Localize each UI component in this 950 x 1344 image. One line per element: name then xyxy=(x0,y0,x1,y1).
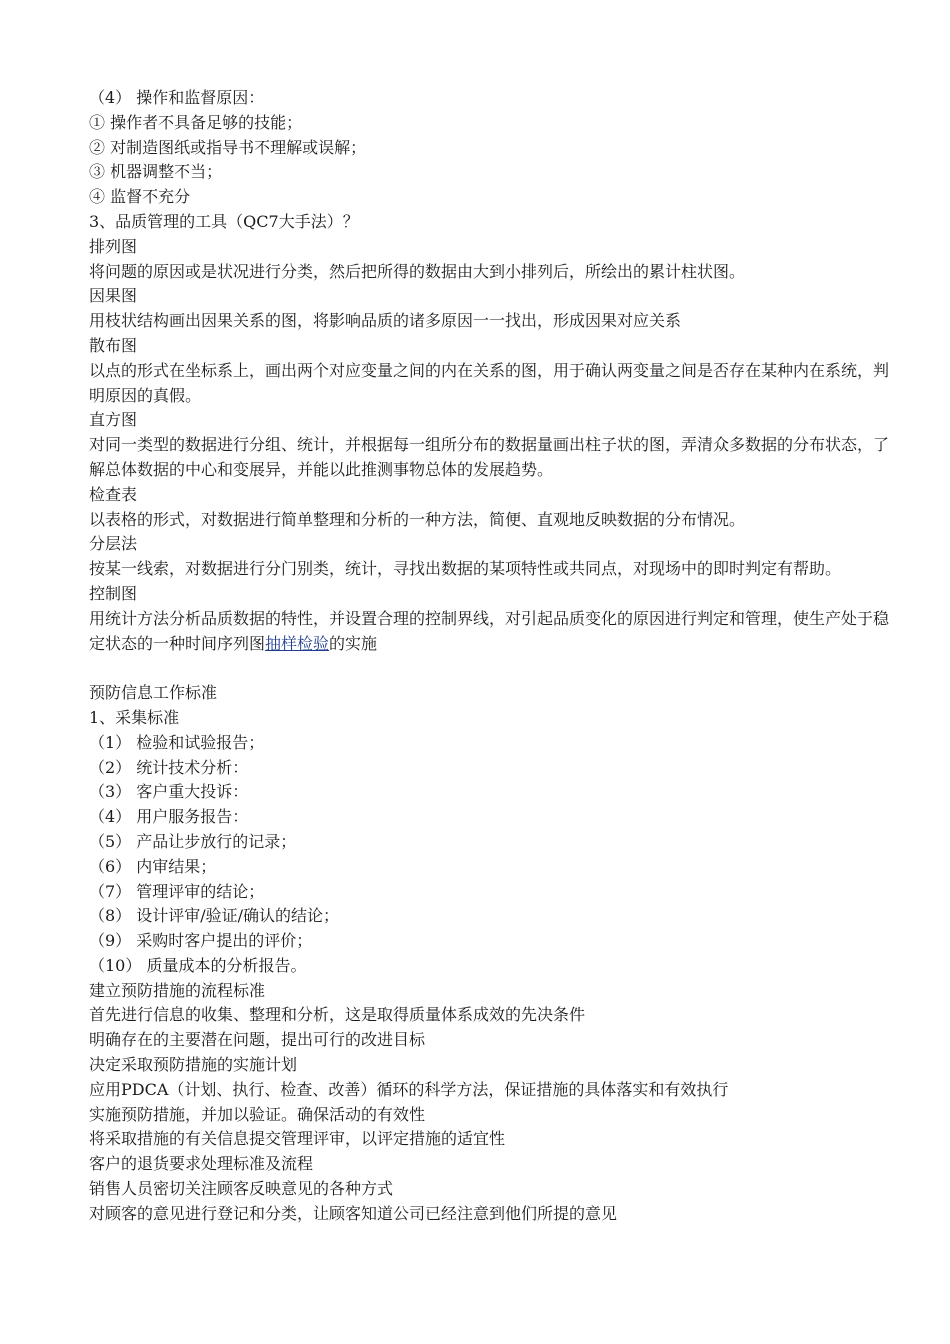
tool-desc-control-chart xyxy=(89,607,889,657)
collection-item: （9） 采购时客户提出的评价； xyxy=(89,931,313,951)
collection-item: （2） 统计技术分析： xyxy=(89,757,249,777)
tool-desc-pareto: 将问题的原因或是状况进行分类，然后把所得的数据由大到小排列后，所绘出的累计柱状图。 xyxy=(89,261,746,281)
list-item: ② 对制造图纸或指导书不理解或误解； xyxy=(89,137,367,157)
control-chart-desc-tail: 的实施 xyxy=(329,633,378,653)
process-line: 决定采取预防措施的实施计划 xyxy=(89,1055,298,1075)
tool-name-pareto: 排列图 xyxy=(89,236,138,256)
tool-name-cause-effect: 因果图 xyxy=(89,286,138,306)
tool-desc-cause-effect: 用枝状结构画出因果关系的图，将影响品质的诸多原因一一找出，形成因果对应关系 xyxy=(89,311,682,331)
tool-name-scatter: 散布图 xyxy=(89,335,138,355)
blank-line xyxy=(89,656,889,681)
collection-item: （3） 客户重大投诉： xyxy=(89,782,249,802)
tool-name-stratification: 分层法 xyxy=(89,534,138,554)
process-line: 实施预防措施，并加以验证。确保活动的有效性 xyxy=(89,1104,426,1124)
collection-item: （4） 用户服务报告： xyxy=(89,807,249,827)
list-item: ① 操作者不具备足够的技能； xyxy=(89,112,303,132)
document-page xyxy=(89,86,889,1227)
tool-name-histogram: 直方图 xyxy=(89,410,138,430)
process-line: 明确存在的主要潜在问题，提出可行的改进目标 xyxy=(89,1030,426,1050)
collection-item: （10） 质量成本的分析报告。 xyxy=(89,955,307,975)
tool-desc-check-sheet: 以表格的形式，对数据进行简单整理和分析的一种方法，简便、直观地反映数据的分布情况。 xyxy=(89,509,746,529)
process-line: 应用PDCA（计划、执行、检查、改善）循环的科学方法，保证措施的具体落实和有效执行 xyxy=(89,1079,729,1099)
tool-desc-scatter: 以点的形式在坐标系上，画出两个对应变量之间的内在关系的图，用于确认两变量之间是否存在某种内在系统，判明原因的真假。 xyxy=(89,360,890,405)
list-item: ④ 监督不充分 xyxy=(89,187,191,207)
section-heading-qc7: 3、品质管理的工具（QC7大手法）？ xyxy=(89,211,359,231)
section-heading-operation: （4） 操作和监督原因： xyxy=(89,88,265,107)
sampling-inspection-link[interactable]: 抽样检验 xyxy=(265,633,330,653)
collection-item: （8） 设计评审/验证/确认的结论； xyxy=(89,906,340,926)
list-item: ③ 机器调整不当； xyxy=(89,162,223,182)
prevention-title: 预防信息工作标准 xyxy=(89,683,218,703)
collection-heading: 1、采集标准 xyxy=(89,707,180,727)
process-line: 将采取措施的有关信息提交管理评审，以评定措施的适宜性 xyxy=(89,1129,506,1149)
collection-item: （7） 管理评审的结论； xyxy=(89,881,265,901)
control-chart-desc-text: 用统计方法分析品质数据的特性，并设置合理的控制界线，对引起品质变化的原因进行判定和管理，使生产处于稳定状态的一种时间序列图 xyxy=(89,608,890,653)
process-line: 客户的退货要求处理标准及流程 xyxy=(89,1154,314,1174)
tool-desc-histogram: 对同一类型的数据进行分组、统计，并根据每一组所分布的数据量画出柱子状的图，弄清众多数据的分布状态，了解总体数据的中心和变展异，并能以此推测事物总体的发展趋势。 xyxy=(89,435,890,479)
tool-name-check-sheet: 检查表 xyxy=(89,484,138,504)
process-line: 建立预防措施的流程标准 xyxy=(89,980,266,1000)
process-line: 首先进行信息的收集、整理和分析，这是取得质量体系成效的先决条件 xyxy=(89,1005,586,1025)
process-line: 销售人员密切关注顾客反映意见的各种方式 xyxy=(89,1179,394,1199)
tool-desc-stratification: 按某一线索，对数据进行分门别类，统计，寻找出数据的某项特性或共同点，对现场中的即时判定有帮助。 xyxy=(89,559,842,579)
process-line: 对顾客的意见进行登记和分类，让顾客知道公司已经注意到他们所提的意见 xyxy=(89,1203,618,1223)
collection-item: （1） 检验和试验报告； xyxy=(89,732,265,752)
collection-item: （5） 产品让步放行的记录； xyxy=(89,831,297,851)
collection-item: （6） 内审结果； xyxy=(89,856,217,876)
tool-name-control-chart: 控制图 xyxy=(89,583,138,603)
